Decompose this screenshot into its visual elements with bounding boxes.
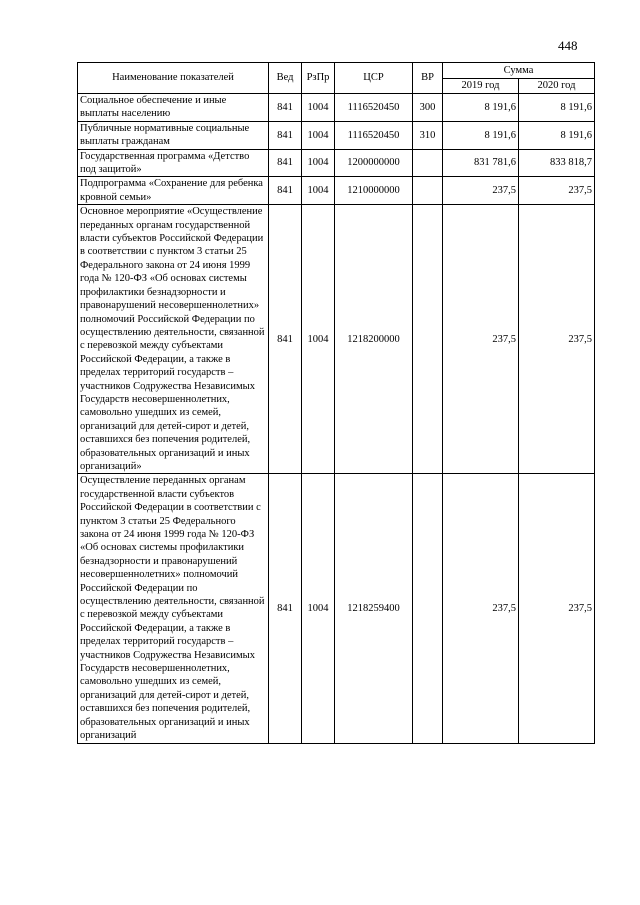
row-ved: 841 [269, 94, 302, 122]
row-sum-2020: 237,5 [519, 177, 595, 205]
row-rzpr: 1004 [302, 474, 335, 743]
row-ved: 841 [269, 121, 302, 149]
row-sum-2019: 237,5 [443, 474, 519, 743]
header-rzpr: РзПр [302, 63, 335, 94]
budget-table [77, 62, 595, 744]
header-sum: Сумма [443, 63, 595, 79]
row-vr: 310 [413, 121, 443, 149]
row-rzpr: 1004 [302, 121, 335, 149]
page-number: 448 [558, 38, 578, 53]
row-sum-2020: 833 818,7 [519, 149, 595, 177]
row-csr: 1218200000 [335, 205, 413, 474]
table-row [78, 94, 595, 122]
row-rzpr: 1004 [302, 177, 335, 205]
row-sum-2020: 8 191,6 [519, 94, 595, 122]
row-csr: 1210000000 [335, 177, 413, 205]
row-rzpr: 1004 [302, 94, 335, 122]
row-name: Публичные нормативные социальные выплаты гражданам [78, 121, 269, 149]
row-vr: 300 [413, 94, 443, 122]
table-row [78, 121, 595, 149]
row-name: Осуществление переданных органам государственной власти субъектов Российской Федерации в соответствии с пунктом 3 статьи 25 Федерального закона от 24 июня 1999 года № 120-ФЗ «Об основах системы профилактики безнадзорности и правонарушений несовершеннолетних» полномочий Российской Федерации по осуществлению деятельности, связанной с перевозкой между субъектами Российской Федерации, а также в пределах территорий государств – участников Содружества Независимых Государств несовершеннолетних, самовольно ушедших из семей, организаций для детей-сирот и детей, оставшихся без попечения родителей, образовательных организаций и иных организаций [78, 474, 269, 743]
row-csr: 1116520450 [335, 121, 413, 149]
header-year-2019: 2019 год [443, 79, 519, 94]
row-rzpr: 1004 [302, 205, 335, 474]
row-csr: 1200000000 [335, 149, 413, 177]
header-name: Наименование показателей [78, 63, 269, 94]
row-sum-2019: 8 191,6 [443, 94, 519, 122]
row-sum-2019: 237,5 [443, 177, 519, 205]
row-ved: 841 [269, 177, 302, 205]
table-row [78, 474, 595, 743]
row-vr [413, 149, 443, 177]
table-header [78, 63, 595, 94]
row-ved: 841 [269, 205, 302, 474]
row-sum-2020: 237,5 [519, 205, 595, 474]
row-vr [413, 177, 443, 205]
row-sum-2019: 8 191,6 [443, 121, 519, 149]
header-year-2020: 2020 год [519, 79, 595, 94]
table-row [78, 177, 595, 205]
row-ved: 841 [269, 149, 302, 177]
row-ved: 841 [269, 474, 302, 743]
header-ved: Вед [269, 63, 302, 94]
row-vr [413, 474, 443, 743]
row-sum-2019: 831 781,6 [443, 149, 519, 177]
row-name: Социальное обеспечение и иные выплаты населению [78, 94, 269, 122]
row-sum-2020: 237,5 [519, 474, 595, 743]
table-row [78, 205, 595, 474]
row-name: Основное мероприятие «Осуществление переданных органам государственной власти субъектов Российской Федерации в соответствии с пунктом 3 статьи 25 Федерального закона от 24 июня 1999 года № 120-ФЗ «Об основах системы профилактики безнадзорности и правонарушений несовершеннолетних» полномочий Российской Федерации по осуществлению деятельности, связанной с перевозкой между субъектами Российской Федерации, а также в пределах территорий государств – участников Содружества Независимых Государств несовершеннолетних, самовольно ушедших из семей, организаций для детей-сирот и детей, оставшихся без попечения родителей, образовательных организаций и иных организаций» [78, 205, 269, 474]
row-csr: 1218259400 [335, 474, 413, 743]
row-vr [413, 205, 443, 474]
row-csr: 1116520450 [335, 94, 413, 122]
table-row [78, 149, 595, 177]
header-csr: ЦСР [335, 63, 413, 94]
row-sum-2019: 237,5 [443, 205, 519, 474]
row-name: Государственная программа «Детство под защитой» [78, 149, 269, 177]
header-vr: ВР [413, 63, 443, 94]
row-rzpr: 1004 [302, 149, 335, 177]
row-sum-2020: 8 191,6 [519, 121, 595, 149]
row-name: Подпрограмма «Сохранение для ребенка кровной семьи» [78, 177, 269, 205]
